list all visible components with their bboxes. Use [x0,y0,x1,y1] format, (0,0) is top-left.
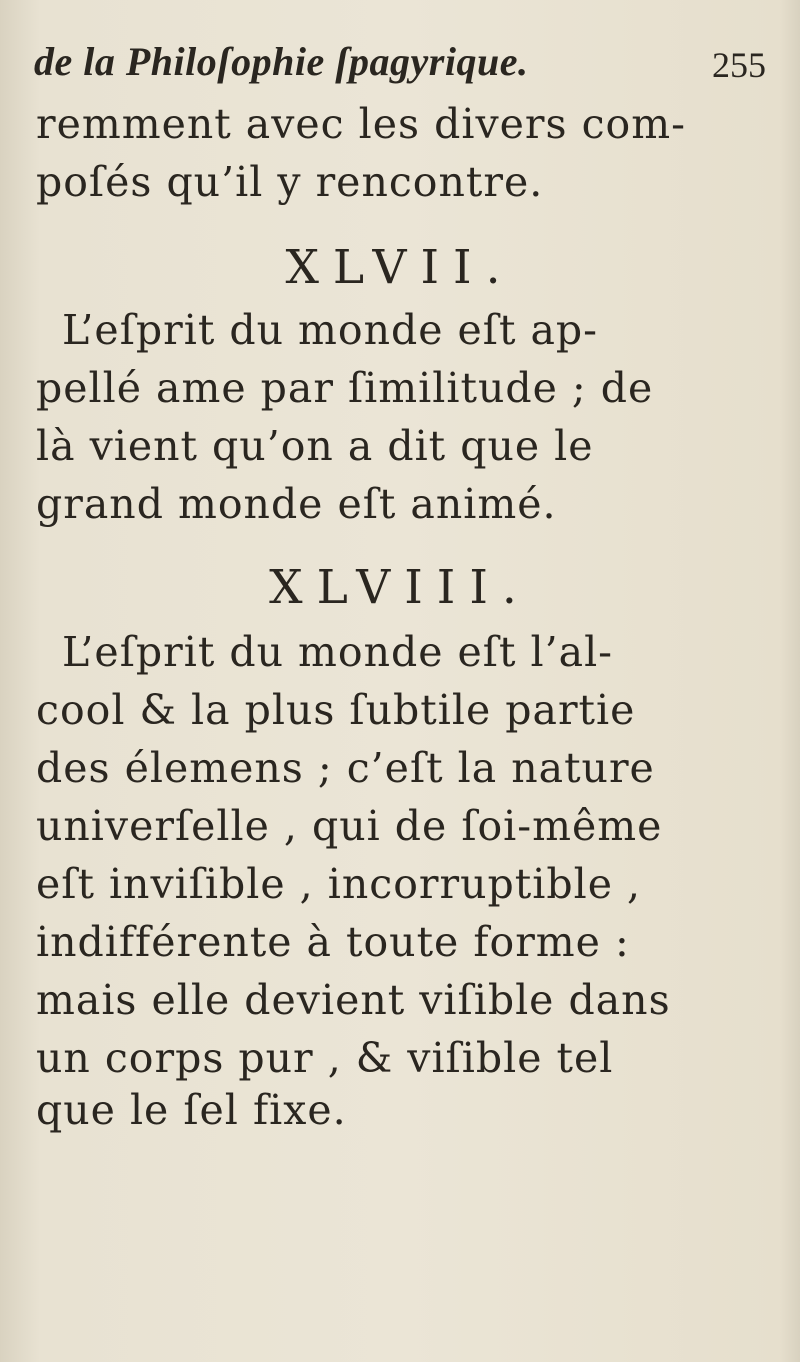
text-line: L’eſprit du monde eſt ap- [62,306,599,354]
text-line: L’eſprit du monde eſt l’al- [62,628,614,676]
text-line: mais elle devient viſible dans [36,976,671,1024]
text-line: cool & la plus ſubtile partie [36,686,636,734]
running-title: de la Philoſophie ſpagyrique. [34,39,529,84]
page-number: 255 [712,45,766,85]
text-line: grand monde eſt animé. [36,480,557,528]
text-line: là vient qu’on a dit que le [36,422,594,470]
section-numeral: XLVII. [285,240,515,295]
text-line: univerſelle , qui de ſoi-même [36,802,663,850]
text-line: remment avec les divers com- [36,100,686,148]
text-line: des élemens ; c’eſt la nature [36,744,655,792]
text-line: pellé ame par ſimilitude ; de [36,364,654,412]
text-line: eſt inviſible , incorruptible , [36,860,642,908]
text-line: poſés qu’il y rencontre. [36,158,544,206]
text-line: que le ſel fixe. [36,1086,347,1134]
section-numeral: XLVIII. [269,560,531,615]
text-line: un corps pur , & viſible tel [36,1034,614,1082]
text-line: indifférente à toute forme : [36,918,630,966]
